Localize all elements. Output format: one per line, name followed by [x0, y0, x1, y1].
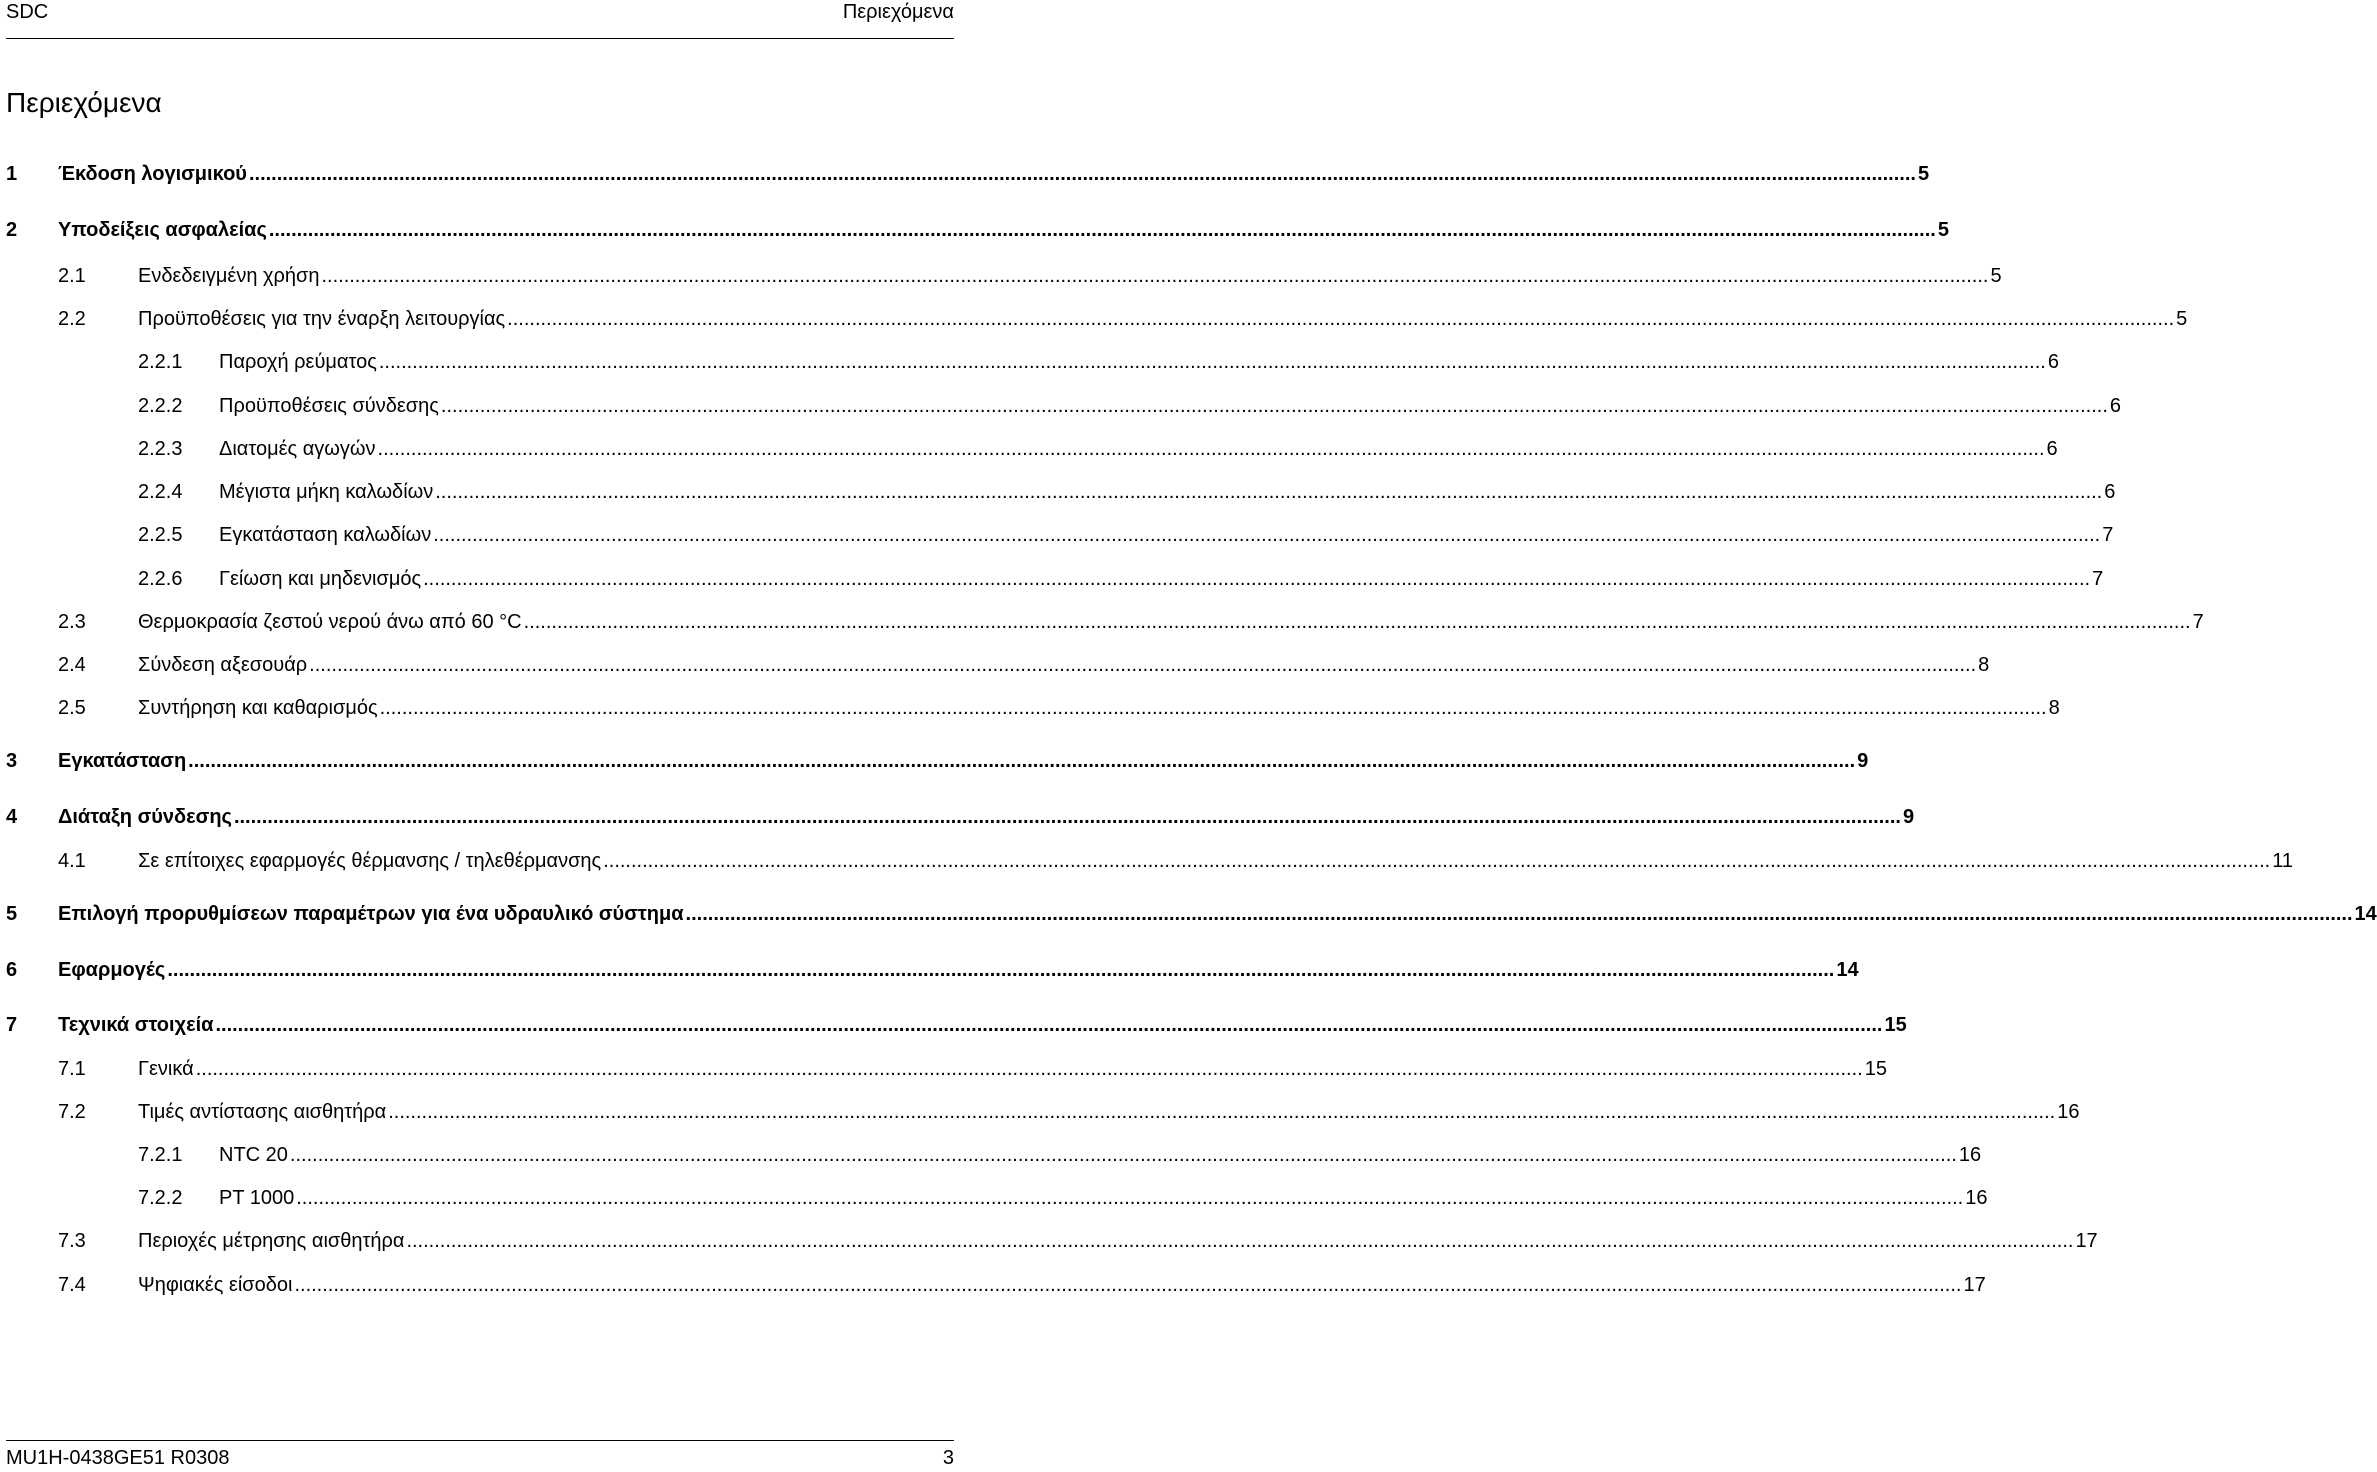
toc-entry-number: 2.1: [58, 265, 86, 287]
toc-dot-leader: ............................................................................................................................................................................................................................................................................................................: [435, 481, 2103, 503]
toc-entry-number: 7.1: [58, 1058, 86, 1080]
toc-entry-page: 9: [1857, 750, 1869, 772]
toc-entry-number: 2.2.3: [138, 438, 183, 460]
toc-dot-leader: ............................................................................................................................................................................................................................................................................................................: [433, 524, 2101, 546]
toc-entry-number: 3: [6, 750, 18, 772]
toc-entry-title: NTC 20: [219, 1144, 288, 1166]
toc-entry-title: Διάταξη σύνδεσης: [58, 806, 232, 828]
toc-entry-number: 2.5: [58, 697, 86, 719]
toc-dot-leader: ............................................................................................................................................................................................................................................................................................................: [294, 1274, 1962, 1296]
header-doc-code: SDC: [6, 1, 49, 23]
toc-entry-page: 6: [2047, 351, 2059, 373]
toc-entry-number: 4.1: [58, 850, 86, 872]
toc-entry-page: 5: [2176, 308, 2188, 330]
toc-dot-leader: ............................................................................................................................................................................................................................................................................................................: [406, 1230, 2074, 1252]
toc-entry-number: 4: [6, 806, 18, 828]
toc-entry-title: Γενικά: [138, 1058, 194, 1080]
toc-entry[interactable]: [6, 747, 1869, 775]
toc-entry[interactable]: [6, 651, 1990, 679]
toc-entry-title: Παροχή ρεύματος: [219, 351, 377, 373]
toc-entry-number: 7.3: [58, 1230, 86, 1252]
toc-dot-leader: ............................................................................................................................................................................................................................................................................................................: [507, 308, 2175, 330]
toc-entry-number: 7.4: [58, 1274, 86, 1296]
toc-entry-number: 2.3: [58, 611, 86, 633]
toc-entry-page: 5: [1990, 265, 2002, 287]
toc-dot-leader: ............................................................................................................................................................................................................................................................................................................: [289, 1144, 1957, 1166]
toc-dot-leader: ............................................................................................................................................................................................................................................................................................................: [309, 654, 1977, 676]
toc-entry-page: 6: [2046, 438, 2058, 460]
toc-entry-title: Μέγιστα μήκη καλωδίων: [219, 481, 434, 503]
toc-entry[interactable]: [6, 900, 2377, 928]
toc-entry-title: Γείωση και μηδενισμός: [219, 568, 422, 590]
footer-page-number: 3: [942, 1447, 954, 1469]
toc-entry-number: 6: [6, 959, 18, 981]
toc-entry[interactable]: [6, 478, 2116, 506]
toc-entry-title: Προϋποθέσεις για την έναρξη λειτουργίας: [138, 308, 506, 330]
footer-doc-number: MU1H-0438GE51 R0308: [6, 1447, 230, 1469]
toc-entry-number: 2.2.4: [138, 481, 183, 503]
toc-dot-leader: ............................................................................................................................................................................................................................................................................................................: [378, 351, 2046, 373]
toc-entry-page: 17: [1963, 1274, 1986, 1296]
toc-entry-number: 7.2.1: [138, 1144, 183, 1166]
toc-entry[interactable]: [6, 392, 2122, 420]
toc-dot-leader: ............................................................................................................................................................................................................................................................................................................: [321, 265, 1989, 287]
toc-entry-title: Περιοχές μέτρησης αισθητήρα: [138, 1230, 405, 1252]
toc-dot-leader: ............................................................................................................................................................................................................................................................................................................: [188, 750, 1856, 772]
toc-entry-page: 7: [2102, 524, 2114, 546]
toc-entry-number: 2.2: [58, 308, 86, 330]
toc-entry-page: 11: [2272, 850, 2293, 872]
toc-entry-title: Υποδείξεις ασφαλείας: [58, 219, 267, 241]
toc-entry-page: 15: [1884, 1014, 1907, 1036]
toc-entry[interactable]: [6, 1098, 2080, 1126]
toc-entry[interactable]: [6, 565, 2104, 593]
toc-dot-leader: ............................................................................................................................................................................................................................................................................................................: [195, 1058, 1863, 1080]
toc-dot-leader: ............................................................................................................................................................................................................................................................................................................: [215, 1014, 1883, 1036]
toc-entry-number: 7.2.2: [138, 1187, 183, 1209]
toc-entry-page: 7: [2092, 568, 2104, 590]
toc-entry-number: 2.2.2: [138, 395, 183, 417]
toc-entry[interactable]: [6, 1011, 1907, 1039]
toc-dot-leader: ............................................................................................................................................................................................................................................................................................................: [248, 163, 1916, 185]
toc-entry-page: 8: [2048, 697, 2060, 719]
toc-entry[interactable]: [6, 1184, 1988, 1212]
toc-entry[interactable]: [6, 608, 2204, 636]
toc-entry-title: Προϋποθέσεις σύνδεσης: [219, 395, 439, 417]
footer-divider: [6, 1440, 954, 1441]
toc-entry[interactable]: [6, 262, 2002, 290]
toc-entry-title: Θερμοκρασία ζεστού νερού άνω από 60 °C: [138, 611, 522, 633]
toc-entry-title: Ψηφιακές είσοδοι: [138, 1274, 293, 1296]
toc-dot-leader: ............................................................................................................................................................................................................................................................................................................: [296, 1187, 1964, 1209]
toc-entry-page: 7: [2192, 611, 2204, 633]
toc-dot-leader: ............................................................................................................................................................................................................................................................................................................: [523, 611, 2191, 633]
toc-entry-number: 7.2: [58, 1101, 86, 1123]
toc-entry[interactable]: [6, 1141, 1982, 1169]
toc-entry[interactable]: [6, 216, 1949, 244]
toc-entry-title: PT 1000: [219, 1187, 295, 1209]
toc-entry-page: 17: [2075, 1230, 2098, 1252]
toc-entry[interactable]: [6, 847, 2293, 875]
toc-entry[interactable]: [6, 1227, 2098, 1255]
header-section-title: Περιεχόμενα: [842, 1, 954, 23]
toc-dot-leader: ............................................................................................................................................................................................................................................................................................................: [233, 806, 1901, 828]
toc-entry-number: 2.2.1: [138, 351, 183, 373]
toc-dot-leader: ............................................................................................................................................................................................................................................................................................................: [603, 850, 2271, 872]
toc-entry[interactable]: [6, 956, 1859, 984]
toc-entry-page: 5: [1937, 219, 1949, 241]
table-of-contents: [6, 0, 2377, 1472]
toc-entry-number: 7: [6, 1014, 18, 1036]
toc-entry-title: Ενδεδειγμένη χρήση: [138, 265, 320, 287]
toc-entry-title: Σύνδεση αξεσουάρ: [138, 654, 308, 676]
toc-entry-page: 14: [1836, 959, 1859, 981]
toc-entry-page: 16: [1958, 1144, 1982, 1166]
toc-entry-number: 2.2.6: [138, 568, 183, 590]
toc-dot-leader: ............................................................................................................................................................................................................................................................................................................: [440, 395, 2108, 417]
toc-entry-title: Τεχνικά στοιχεία: [58, 1014, 214, 1036]
toc-entry-title: Εγκατάσταση: [58, 750, 187, 772]
toc-entry[interactable]: [6, 160, 1930, 188]
toc-dot-leader: ............................................................................................................................................................................................................................................................................................................: [388, 1101, 2056, 1123]
toc-entry-number: 2.4: [58, 654, 86, 676]
toc-entry-page: 15: [1864, 1058, 1887, 1080]
toc-entry[interactable]: [6, 348, 2059, 376]
toc-entry-title: Διατομές αγωγών: [219, 438, 376, 460]
toc-entry-number: 5: [6, 903, 18, 925]
toc-entry-title: Εγκατάσταση καλωδίων: [219, 524, 432, 546]
toc-entry-title: Σε επίτοιχες εφαρμογές θέρμανσης / τηλεθέρμανσης: [138, 850, 602, 872]
toc-entry-page: 16: [2057, 1101, 2080, 1123]
toc-entry-page: 8: [1978, 654, 1990, 676]
toc-dot-leader: ............................................................................................................................................................................................................................................................................................................: [167, 959, 1835, 981]
page-title: Περιεχόμενα: [6, 87, 162, 118]
toc-entry-number: 2.2.5: [138, 524, 183, 546]
toc-entry-page: 9: [1902, 806, 1915, 828]
toc-entry[interactable]: [6, 1271, 1986, 1299]
toc-entry-title: Τιμές αντίστασης αισθητήρα: [138, 1101, 387, 1123]
toc-entry[interactable]: [6, 803, 1915, 831]
toc-entry[interactable]: [6, 694, 2060, 722]
toc-dot-leader: ............................................................................................................................................................................................................................................................................................................: [268, 219, 1936, 241]
toc-entry-page: 14: [2354, 903, 2377, 925]
toc-entry-page: 6: [2104, 481, 2116, 503]
toc-entry-number: 2: [6, 219, 18, 241]
toc-entry-page: 5: [1917, 163, 1930, 185]
toc-entry-title: Εφαρμογές: [58, 959, 166, 981]
toc-dot-leader: ............................................................................................................................................................................................................................................................................................................: [377, 438, 2045, 460]
toc-entry-page: 6: [2109, 395, 2122, 417]
toc-entry-title: Συντήρηση και καθαρισμός: [138, 697, 378, 719]
toc-entry[interactable]: [6, 1055, 1887, 1083]
toc-entry[interactable]: [6, 435, 2058, 463]
toc-entry-title: Επιλογή προρυθμίσεων παραμέτρων για ένα υδραυλικό σύστημα: [58, 903, 684, 925]
toc-entry-title: Έκδοση λογισμικού: [58, 163, 247, 185]
toc-entry-page: 16: [1965, 1187, 1988, 1209]
toc-entry[interactable]: [6, 305, 2188, 333]
toc-entry[interactable]: [6, 521, 2114, 549]
toc-dot-leader: ............................................................................................................................................................................................................................................................................................................: [423, 568, 2091, 590]
toc-entry-number: 1: [6, 163, 18, 185]
toc-dot-leader: ............................................................................................................................................................................................................................................................................................................: [685, 903, 2353, 925]
toc-dot-leader: ............................................................................................................................................................................................................................................................................................................: [379, 697, 2047, 719]
